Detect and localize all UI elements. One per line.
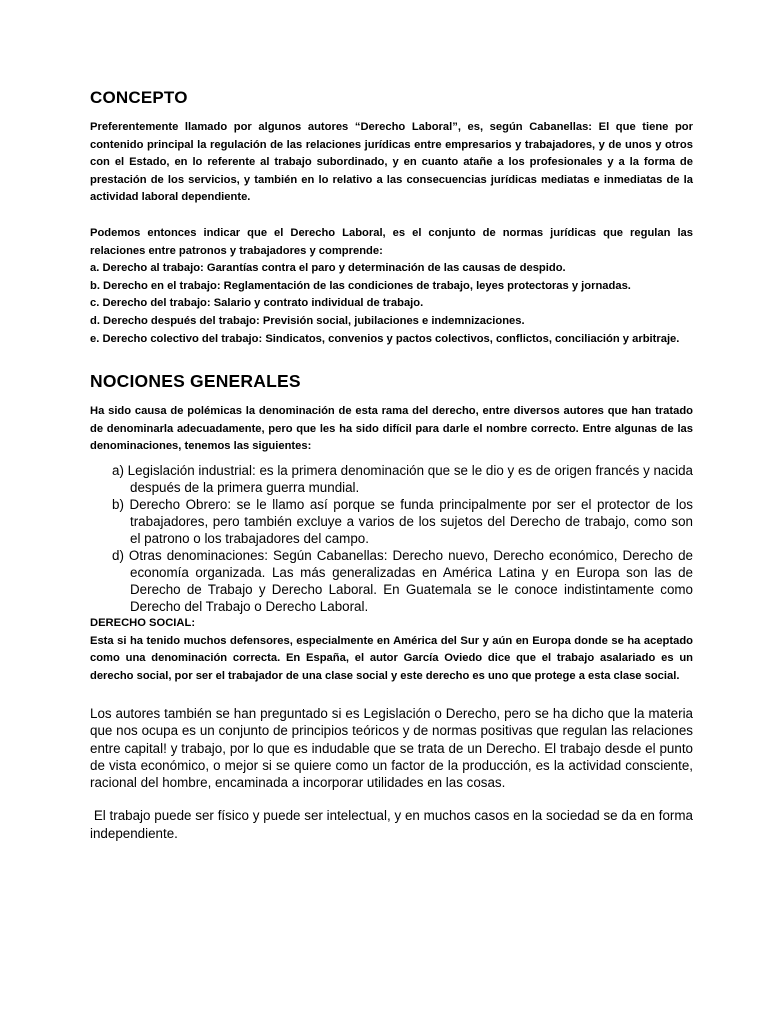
- trabajo-paragraph: El trabajo puede ser físico y puede ser intelectual, y en muchos casos en la sociedad se da en forma independiente.: [90, 808, 697, 841]
- autores-paragraph: Los autores también se han preguntado si es Legislación o Derecho, pero se ha dicho que la materia que nos ocupa es un conjunto de principios teóricos y de normas positivas que regulan las relaciones entre capital! y trabajo, por lo que es indudable que se trata de un Derecho. El trabajo desde el punto de vista económico, o mejor si se quiere como un factor de la producción, es la actividad consciente, racional del hombre, encaminada a incorporar utilidades en las cosas.: [90, 706, 693, 791]
- list-item: d) Otras denominaciones: Según Cabanellas: Derecho nuevo, Derecho económico, Derecho de economía organizada. Las más generalizadas en América Latina y en Europa son las de Derecho de Trabajo y Derecho Laboral. En Guatemala se le conoce indistintamente como Derecho del Trabajo o Derecho Laboral.: [112, 547, 693, 614]
- denominaciones-list: [90, 462, 693, 615]
- list-item: b. Derecho en el trabajo: Reglamentación de las condiciones de trabajo, leyes protectoras y jornadas.: [90, 279, 631, 292]
- concepto-paragraph-1: Preferentemente llamado por algunos autores “Derecho Laboral”, es, según Cabanellas: El que tiene por contenido principal la regulación de las relaciones jurídicas entre empresarios y trabajadores, y de unos y otros con el Estado, en lo referente al trabajo subordinado, y en cuanto atañe a los profesionales y a la forma de prestación de los servicios, y también en lo relativo a las consecuencias jurídicas mediatas e inmediatas de la actividad laboral dependiente.: [90, 121, 693, 204]
- derecho-social-paragraph: Esta si ha tenido muchos defensores, especialmente en América del Sur y aún en Europa donde se ha aceptado como una denominación correcta. En España, el autor García Oviedo dice que el trabajo asalariado es un derecho social, por ser el trabajador de una clase social y este derecho es uno que protege a esta clase social.: [90, 634, 693, 682]
- heading-nociones-generales: NOCIONES GENERALES: [90, 371, 301, 392]
- concepto-paragraph-2: Podemos entonces indicar que el Derecho Laboral, es el conjunto de normas jurídicas que regulan las relaciones entre patronos y trabajadores y comprende:: [90, 226, 693, 257]
- heading-concepto: CONCEPTO: [90, 88, 188, 107]
- list-item: d. Derecho después del trabajo: Previsión social, jubilaciones e indemnizaciones.: [90, 314, 525, 327]
- concepto-list: [90, 260, 693, 348]
- subheading-derecho-social: DERECHO SOCIAL:: [90, 616, 196, 629]
- list-item: a. Derecho al trabajo: Garantías contra el paro y determinación de las causas de despido.: [90, 262, 566, 275]
- list-item: a) Legislación industrial: es la primera denominación que se le dio y es de origen francés y nacida después de la primera guerra mundial.: [112, 462, 693, 495]
- list-item: c. Derecho del trabajo: Salario y contrato individual de trabajo.: [90, 297, 424, 310]
- list-item: b) Derecho Obrero: se le llamo así porque se funda principalmente por ser el protector de los trabajadores, pero también excluye a varios de los sujetos del Derecho de trabajo, como son el patrono o los trabajadores del campo.: [112, 496, 693, 546]
- list-item: e. Derecho colectivo del trabajo: Sindicatos, convenios y pactos colectivos, conflictos, conciliación y arbitraje.: [90, 332, 680, 345]
- nociones-intro: Ha sido causa de polémicas la denominación de esta rama del derecho, entre diversos autores que han tratado de denominarla adecuadamente, pero que les ha sido difícil para darle el nombre correcto. Entre algunas de las denominaciones, tenemos las siguientes:: [90, 405, 693, 453]
